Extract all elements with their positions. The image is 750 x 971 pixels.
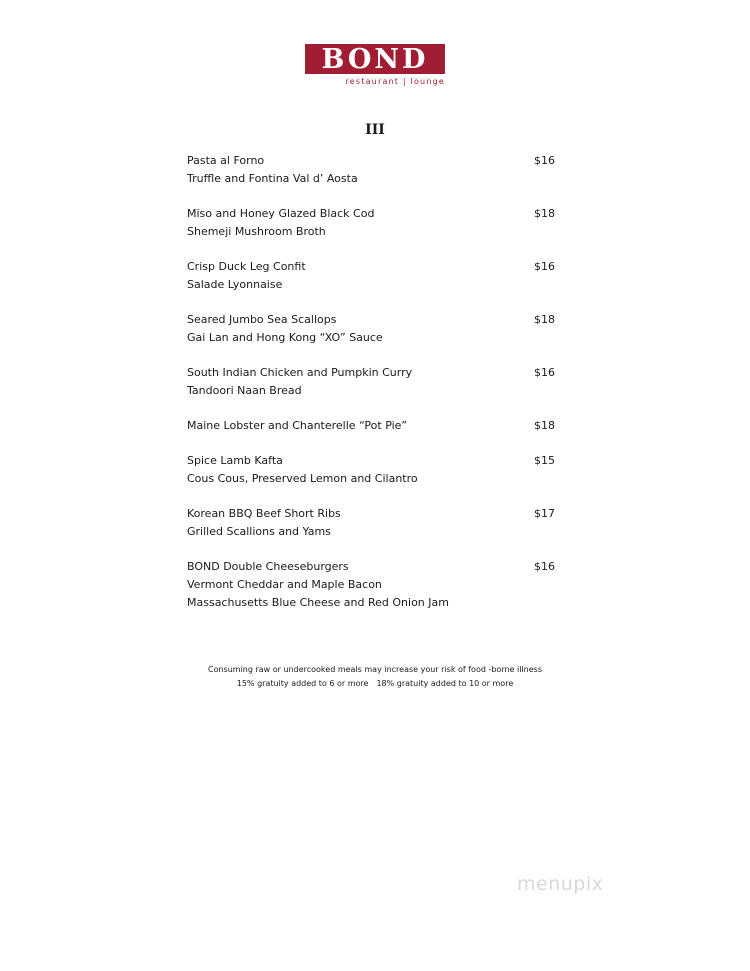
footer-notice: [0, 663, 750, 691]
menu-item-price: $15: [534, 454, 555, 467]
menu-item: [187, 152, 557, 188]
logo-word: BOND: [321, 44, 429, 75]
menu-item-name: Maine Lobster and Chanterelle “Pot Pie”: [187, 419, 408, 432]
menu-item-description: Grilled Scallions and Yams: [187, 525, 331, 538]
logo-box: [305, 44, 445, 74]
menu-item-name: Crisp Duck Leg Confit: [187, 260, 306, 273]
menupix-watermark: menupix: [517, 873, 604, 895]
menu-item-description: Truffle and Fontina Val d’ Aosta: [187, 172, 358, 185]
bond-logo: [305, 44, 445, 88]
menu-item-description: Vermont Cheddar and Maple Bacon: [187, 578, 382, 591]
menu-item: [187, 417, 557, 435]
menu-item-name: Spice Lamb Kafta: [187, 454, 283, 467]
menu-item-price: $18: [534, 207, 555, 220]
menu-item: [187, 558, 557, 612]
menu-item-description: Shemeji Mushroom Broth: [187, 225, 326, 238]
gratuity-ten: 18% gratuity added to 10 or more: [376, 679, 514, 688]
menu-item-name: Pasta al Forno: [187, 154, 265, 167]
gratuity-line: [0, 677, 750, 691]
menu-item-description: Salade Lyonnaise: [187, 278, 283, 291]
menu-item-description: Cous Cous, Preserved Lemon and Cilantro: [187, 472, 418, 485]
menu-item-price: $16: [534, 154, 555, 167]
menu-item-name: Korean BBQ Beef Short Ribs: [187, 507, 341, 520]
menu-item: [187, 452, 557, 488]
menu-item-description: Massachusetts Blue Cheese and Red Onion Jam: [187, 596, 449, 609]
menu-item: [187, 505, 557, 541]
menu-item-price: $16: [534, 560, 555, 573]
menu-item-price: $17: [534, 507, 555, 520]
menu-item-price: $18: [534, 313, 555, 326]
menu-item-description: Gai Lan and Hong Kong “XO” Sauce: [187, 331, 383, 344]
menu-item-price: $16: [534, 366, 555, 379]
menu-item: [187, 364, 557, 400]
logo-subtitle: restaurant | lounge: [345, 77, 445, 86]
menu-item-name: BOND Double Cheeseburgers: [187, 560, 349, 573]
menu-item: [187, 258, 557, 294]
menu-item-description: Tandoori Naan Bread: [187, 384, 302, 397]
menu-item: [187, 311, 557, 347]
menu-item-price: $16: [534, 260, 555, 273]
menu-item: [187, 205, 557, 241]
menu-item-name: Miso and Honey Glazed Black Cod: [187, 207, 375, 220]
menu-item-name: Seared Jumbo Sea Scallops: [187, 313, 337, 326]
gratuity-six: 15% gratuity added to 6 or more: [236, 679, 369, 688]
menu-item-price: $18: [534, 419, 555, 432]
section-title: III: [365, 122, 385, 138]
raw-food-warning: Consuming raw or undercooked meals may increase your risk of food -borne illness: [207, 665, 543, 674]
menu-list: [187, 152, 557, 629]
menu-item-name: South Indian Chicken and Pumpkin Curry: [187, 366, 413, 379]
